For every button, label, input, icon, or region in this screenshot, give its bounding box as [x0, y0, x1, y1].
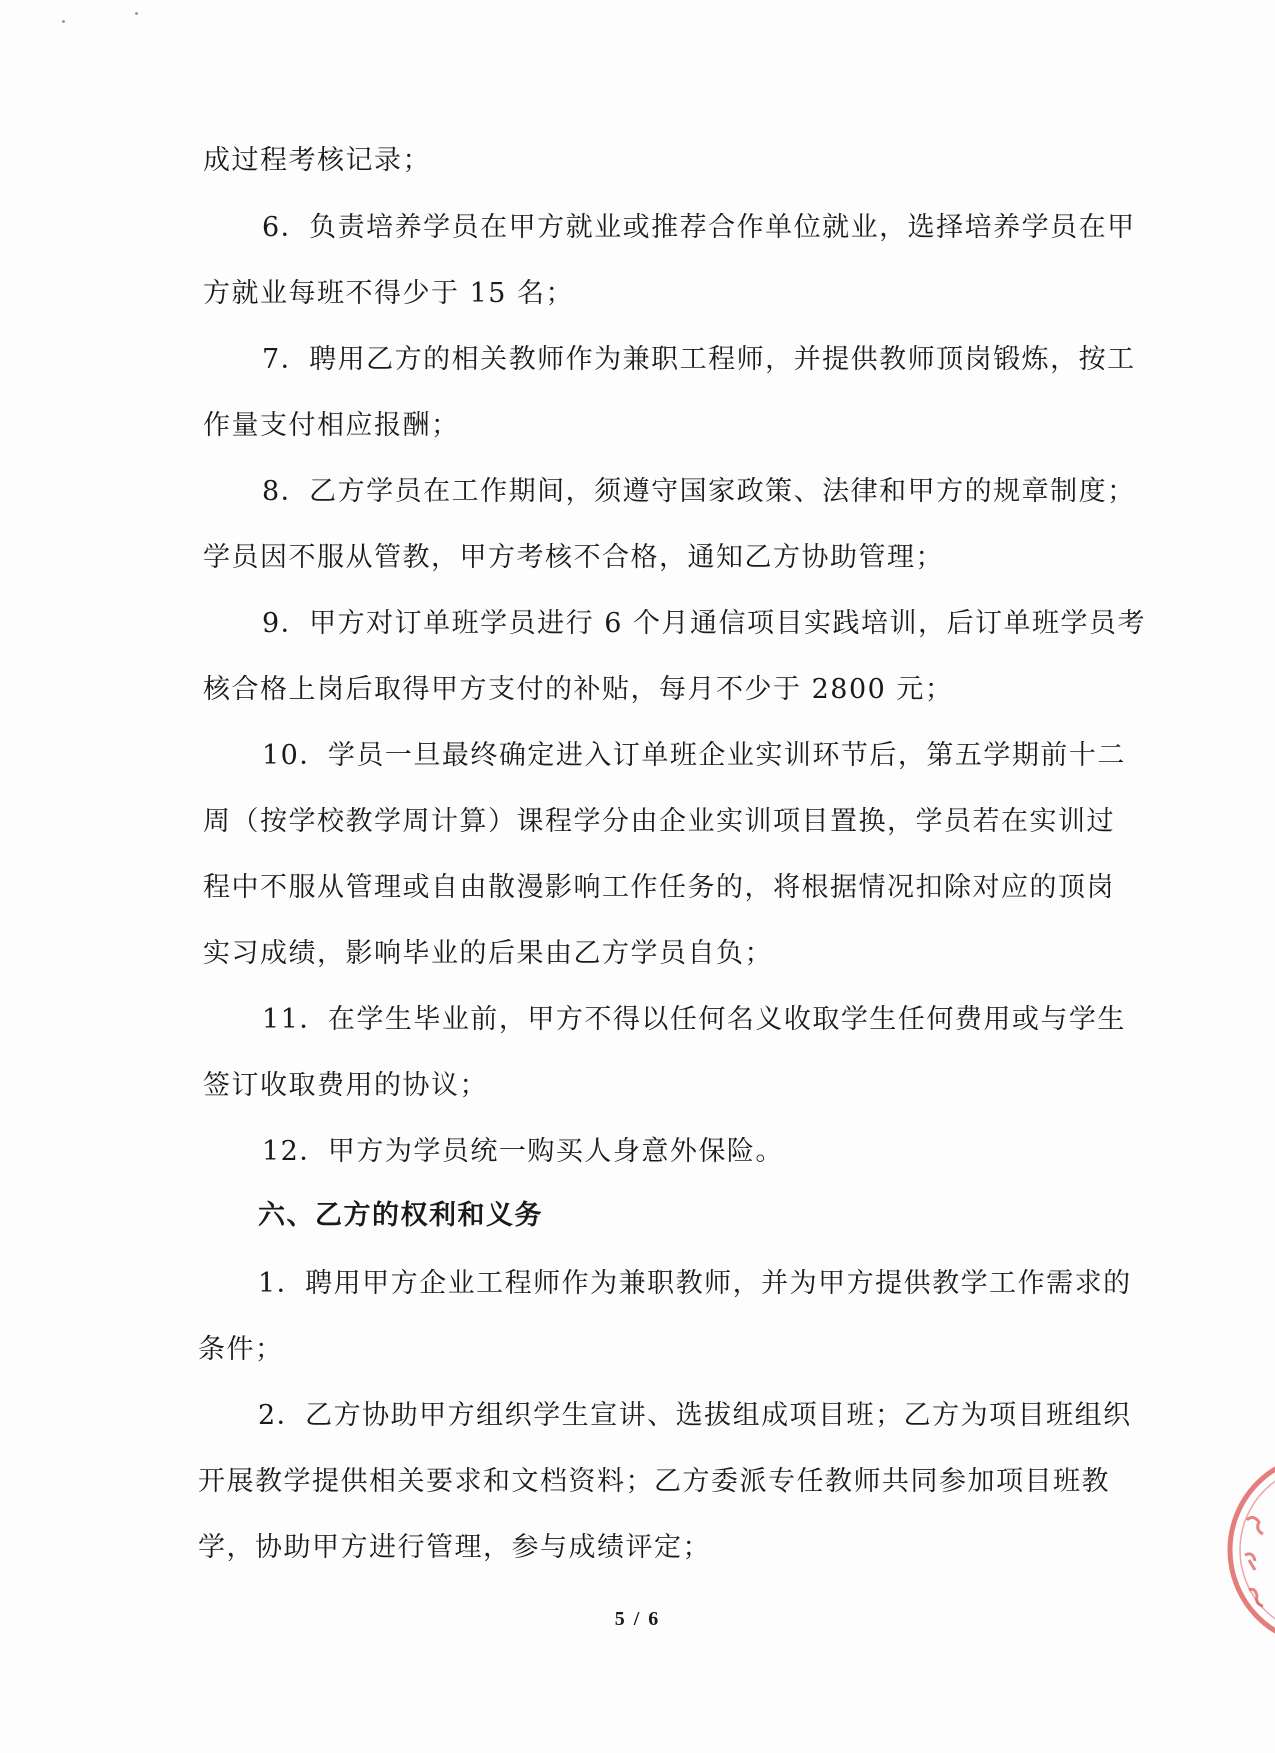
clause-6-line-2: 方就业每班不得少于 15 名；	[203, 278, 575, 309]
party-b-clause-2-line-3: 学，协助甲方进行管理，参与成绩评定；	[198, 1532, 711, 1563]
clause-6-line-1: 6．负责培养学员在甲方就业或推荐合作单位就业，选择培养学员在甲	[262, 212, 1136, 243]
clause-11-line-1: 11．在学生毕业前，甲方不得以任何名义收取学生任何费用或与学生	[262, 1004, 1126, 1035]
red-seal-stamp	[1225, 1440, 1275, 1660]
clause-9-line-1: 9．甲方对订单班学员进行 6 个月通信项目实践培训，后订单班学员考	[262, 608, 1147, 639]
clause-10-line-2: 周（按学校教学周计算）课程学分由企业实训项目置换，学员若在实训过	[203, 806, 1115, 837]
clause-7-line-2: 作量支付相应报酬；	[203, 410, 460, 441]
party-b-clause-2-line-2: 开展教学提供相关要求和文档资料；乙方委派专任教师共同参加项目班教	[198, 1466, 1110, 1497]
clause-11-line-2: 签订收取费用的协议；	[203, 1070, 488, 1101]
clause-10-line-3: 程中不服从管理或自由散漫影响工作任务的，将根据情况扣除对应的顶岗	[203, 872, 1115, 903]
clause-8-line-1: 8．乙方学员在工作期间，须遵守国家政策、法律和甲方的规章制度；	[262, 476, 1136, 507]
party-b-clause-2-line-1: 2．乙方协助甲方组织学生宣讲、选拔组成项目班；乙方为项目班组织	[258, 1400, 1132, 1431]
scan-speck	[135, 12, 138, 15]
section-heading: 六、乙方的权利和义务	[258, 1200, 543, 1231]
scan-speck	[62, 20, 65, 23]
clause-12-line-1: 12．甲方为学员统一购买人身意外保险。	[262, 1136, 784, 1167]
page-number: 5 / 6	[614, 1608, 661, 1630]
party-b-clause-1-line-1: 1．聘用甲方企业工程师作为兼职教师，并为甲方提供教学工作需求的	[258, 1268, 1132, 1299]
clause-10-line-1: 10．学员一旦最终确定进入订单班企业实训环节后，第五学期前十二	[262, 740, 1126, 771]
party-b-clause-1-line-2: 条件；	[198, 1334, 284, 1365]
clause-9-line-2: 核合格上岗后取得甲方支付的补贴，每月不少于 2800 元；	[203, 674, 954, 705]
body-line: 成过程考核记录；	[203, 145, 431, 176]
clause-8-line-2: 学员因不服从管教，甲方考核不合格，通知乙方协助管理；	[203, 542, 944, 573]
clause-7-line-1: 7．聘用乙方的相关教师作为兼职工程师，并提供教师顶岗锻炼，按工	[262, 344, 1136, 375]
clause-10-line-4: 实习成绩，影响毕业的后果由乙方学员自负；	[203, 938, 773, 969]
